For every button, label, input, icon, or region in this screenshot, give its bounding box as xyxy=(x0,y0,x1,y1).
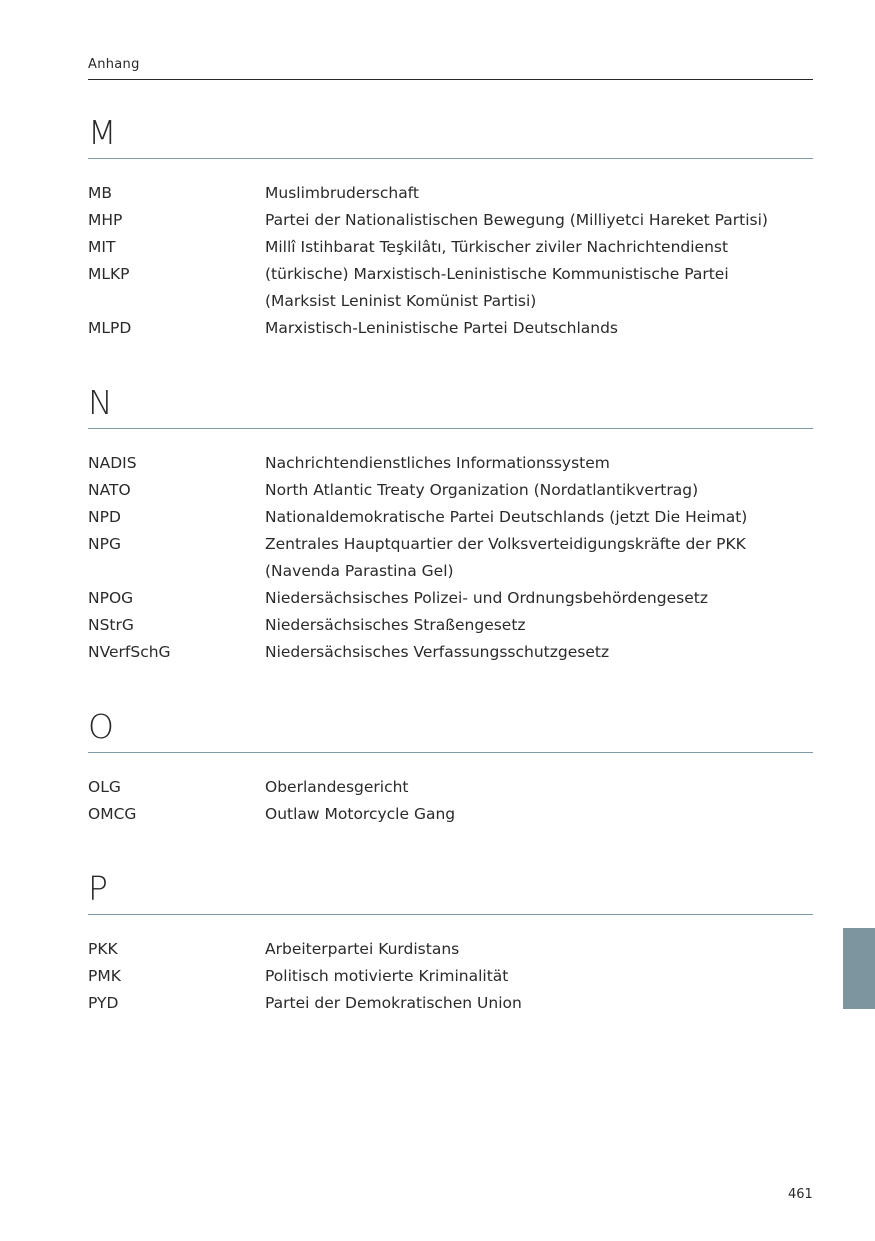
abbreviation: NADIS xyxy=(88,454,137,472)
entry-row-continuation xyxy=(88,558,813,585)
definition: (türkische) Marxistisch-Leninistische Kommunistische Partei xyxy=(265,265,729,283)
entry-row xyxy=(88,585,813,612)
section-rule xyxy=(88,158,813,159)
abbreviation: MHP xyxy=(88,211,123,229)
section-rule xyxy=(88,914,813,915)
definition: (Marksist Leninist Komünist Partisi) xyxy=(265,292,537,310)
entry-row xyxy=(88,990,813,1017)
abbreviation: NStrG xyxy=(88,616,134,634)
section-letter: N xyxy=(88,383,113,422)
definition: Oberlandesgericht xyxy=(265,778,409,796)
definition: Muslimbruderschaft xyxy=(265,184,419,202)
entry-row xyxy=(88,234,813,261)
entry-row xyxy=(88,963,813,990)
entry-list xyxy=(88,450,813,666)
section-letter: M xyxy=(88,113,117,152)
definition: (Navenda Parastina Gel) xyxy=(265,562,454,580)
section-rule xyxy=(88,752,813,753)
abbreviation xyxy=(88,288,265,315)
abbreviation: PMK xyxy=(88,967,121,985)
abbreviation: MB xyxy=(88,184,113,202)
definition: Outlaw Motorcycle Gang xyxy=(265,805,456,823)
section-o xyxy=(88,707,813,828)
entry-row xyxy=(88,531,813,558)
entry-row xyxy=(88,477,813,504)
entry-row xyxy=(88,450,813,477)
chapter-thumb-tab xyxy=(843,928,875,1009)
abbreviation: MLPD xyxy=(88,319,132,337)
definition: Nationaldemokratische Partei Deutschlands (jetzt Die Heimat) xyxy=(265,508,748,526)
abbreviation: OMCG xyxy=(88,805,137,823)
section-n xyxy=(88,383,813,666)
abbreviation: PKK xyxy=(88,940,118,958)
entry-row xyxy=(88,180,813,207)
abbreviation: PYD xyxy=(88,994,119,1012)
definition: Nachrichtendienstliches Informationssystem xyxy=(265,454,610,472)
definition: Marxistisch-Leninistische Partei Deutschlands xyxy=(265,319,618,337)
abbreviation: NVerfSchG xyxy=(88,643,171,661)
definition: Millî Istihbarat Teşkilâtı, Türkischer ziviler Nachrichtendienst xyxy=(265,238,729,256)
abbreviation: NATO xyxy=(88,481,131,499)
definition: North Atlantic Treaty Organization (Nordatlantikvertrag) xyxy=(265,481,699,499)
entry-row xyxy=(88,639,813,666)
definition: Partei der Demokratischen Union xyxy=(265,994,522,1012)
abbreviation: MIT xyxy=(88,238,116,256)
abbreviation: NPOG xyxy=(88,589,134,607)
running-header: Anhang xyxy=(88,57,140,72)
entry-row xyxy=(88,774,813,801)
definition: Politisch motivierte Kriminalität xyxy=(265,967,509,985)
section-rule xyxy=(88,428,813,429)
entry-row xyxy=(88,801,813,828)
abbreviation: NPG xyxy=(88,535,121,553)
page-number: 461 xyxy=(788,1187,813,1202)
entry-list xyxy=(88,936,813,1017)
definition: Arbeiterpartei Kurdistans xyxy=(265,940,460,958)
entry-row xyxy=(88,207,813,234)
abbreviation: MLKP xyxy=(88,265,130,283)
entry-list xyxy=(88,180,813,342)
definition: Partei der Nationalistischen Bewegung (Milliyetci Hareket Partisi) xyxy=(265,211,768,229)
abbreviation: OLG xyxy=(88,778,121,796)
header-rule xyxy=(88,79,813,80)
entry-row-continuation xyxy=(88,288,813,315)
definition: Niedersächsisches Polizei- und Ordnungsbehördengesetz xyxy=(265,589,708,607)
entry-row xyxy=(88,936,813,963)
abbreviation xyxy=(88,558,265,585)
abbreviation: NPD xyxy=(88,508,121,526)
entry-row xyxy=(88,504,813,531)
entry-row xyxy=(88,612,813,639)
section-m xyxy=(88,113,813,342)
section-letter: O xyxy=(88,707,114,746)
section-letter: P xyxy=(88,869,108,908)
definition: Zentrales Hauptquartier der Volksverteidigungskräfte der PKK xyxy=(265,535,746,553)
entry-row xyxy=(88,315,813,342)
entry-list xyxy=(88,774,813,828)
section-p xyxy=(88,869,813,1017)
definition: Niedersächsisches Verfassungsschutzgesetz xyxy=(265,643,610,661)
entry-row xyxy=(88,261,813,288)
definition: Niedersächsisches Straßengesetz xyxy=(265,616,526,634)
